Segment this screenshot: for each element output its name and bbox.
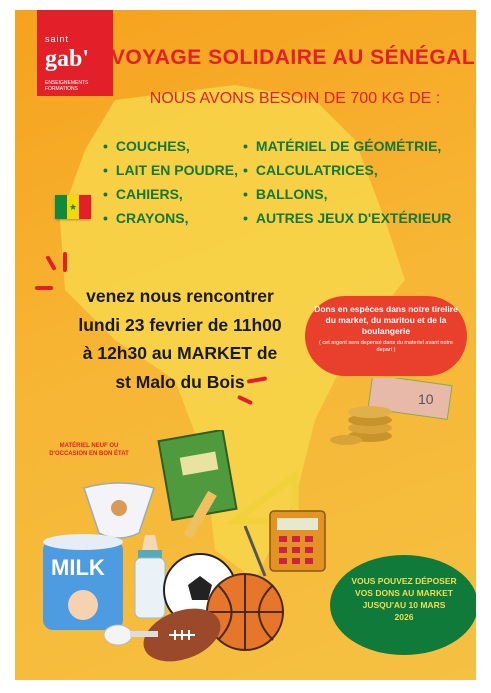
logo-main: gab' bbox=[45, 46, 90, 72]
meeting-line: venez nous rencontrer bbox=[86, 286, 274, 306]
need-item: • COUCHES, bbox=[103, 134, 238, 158]
measuring-scoop-icon bbox=[100, 615, 160, 650]
need-item: • LAIT EN POUDRE, bbox=[103, 158, 238, 182]
meeting-line: st Malo du Bois bbox=[115, 371, 245, 392]
logo-sub: ENSEIGNEMENTS FORMATIONS bbox=[45, 80, 89, 92]
senegal-flag-icon: ★ bbox=[55, 195, 91, 219]
deposit-bubble bbox=[330, 555, 476, 655]
money-icon bbox=[330, 378, 470, 448]
page-subtitle: NOUS AVONS BESOIN DE 700 KG DE : bbox=[149, 90, 441, 107]
donation-note: ( cet argent sera depensé dans du materiel avant notre depart ) bbox=[319, 340, 453, 353]
need-item: • CALCULATRICES, bbox=[243, 158, 451, 182]
materiel-note: MATÉRIEL NEUF OU D'OCCASION EN BON ÉTAT bbox=[49, 443, 129, 457]
meeting-line: lundi 23 fevrier de 11h00 bbox=[78, 314, 282, 335]
deposit-line: JUSQU'AU 10 MARS bbox=[362, 600, 446, 610]
svg-text:10: 10 bbox=[418, 391, 434, 407]
need-item: • MATÉRIEL DE GÉOMÉTRIE, bbox=[243, 134, 451, 158]
donation-text: Dons en espèces dans notre tirelire du market, du maritou et de la boulangerie bbox=[314, 304, 458, 336]
deposit-line: VOS DONS AU MARKET bbox=[355, 588, 453, 598]
meeting-info bbox=[50, 282, 310, 396]
geometry-tools-icon bbox=[225, 466, 335, 586]
need-item: • CRAYONS, bbox=[103, 206, 238, 230]
deposit-line: 2026 bbox=[394, 612, 414, 622]
school-logo bbox=[37, 10, 113, 96]
milk-label: MILK bbox=[51, 555, 105, 580]
donation-bubble bbox=[305, 296, 467, 376]
deposit-line: VOUS POUVEZ DÉPOSER bbox=[351, 576, 457, 586]
meeting-line: à 12h30 au MARKET de bbox=[82, 343, 278, 363]
needs-list-right bbox=[243, 134, 451, 230]
needs-list-left bbox=[103, 134, 238, 230]
accent-dash bbox=[63, 252, 67, 272]
need-item: • BALLONS, bbox=[243, 182, 451, 206]
need-item: • AUTRES JEUX D'EXTÉRIEUR bbox=[243, 206, 451, 230]
flyer bbox=[15, 10, 476, 680]
logo-top: saint bbox=[45, 34, 70, 44]
need-item: • CAHIERS, bbox=[103, 182, 238, 206]
page-title: VOYAGE SOLIDAIRE AU SÉNÉGAL bbox=[110, 46, 476, 69]
